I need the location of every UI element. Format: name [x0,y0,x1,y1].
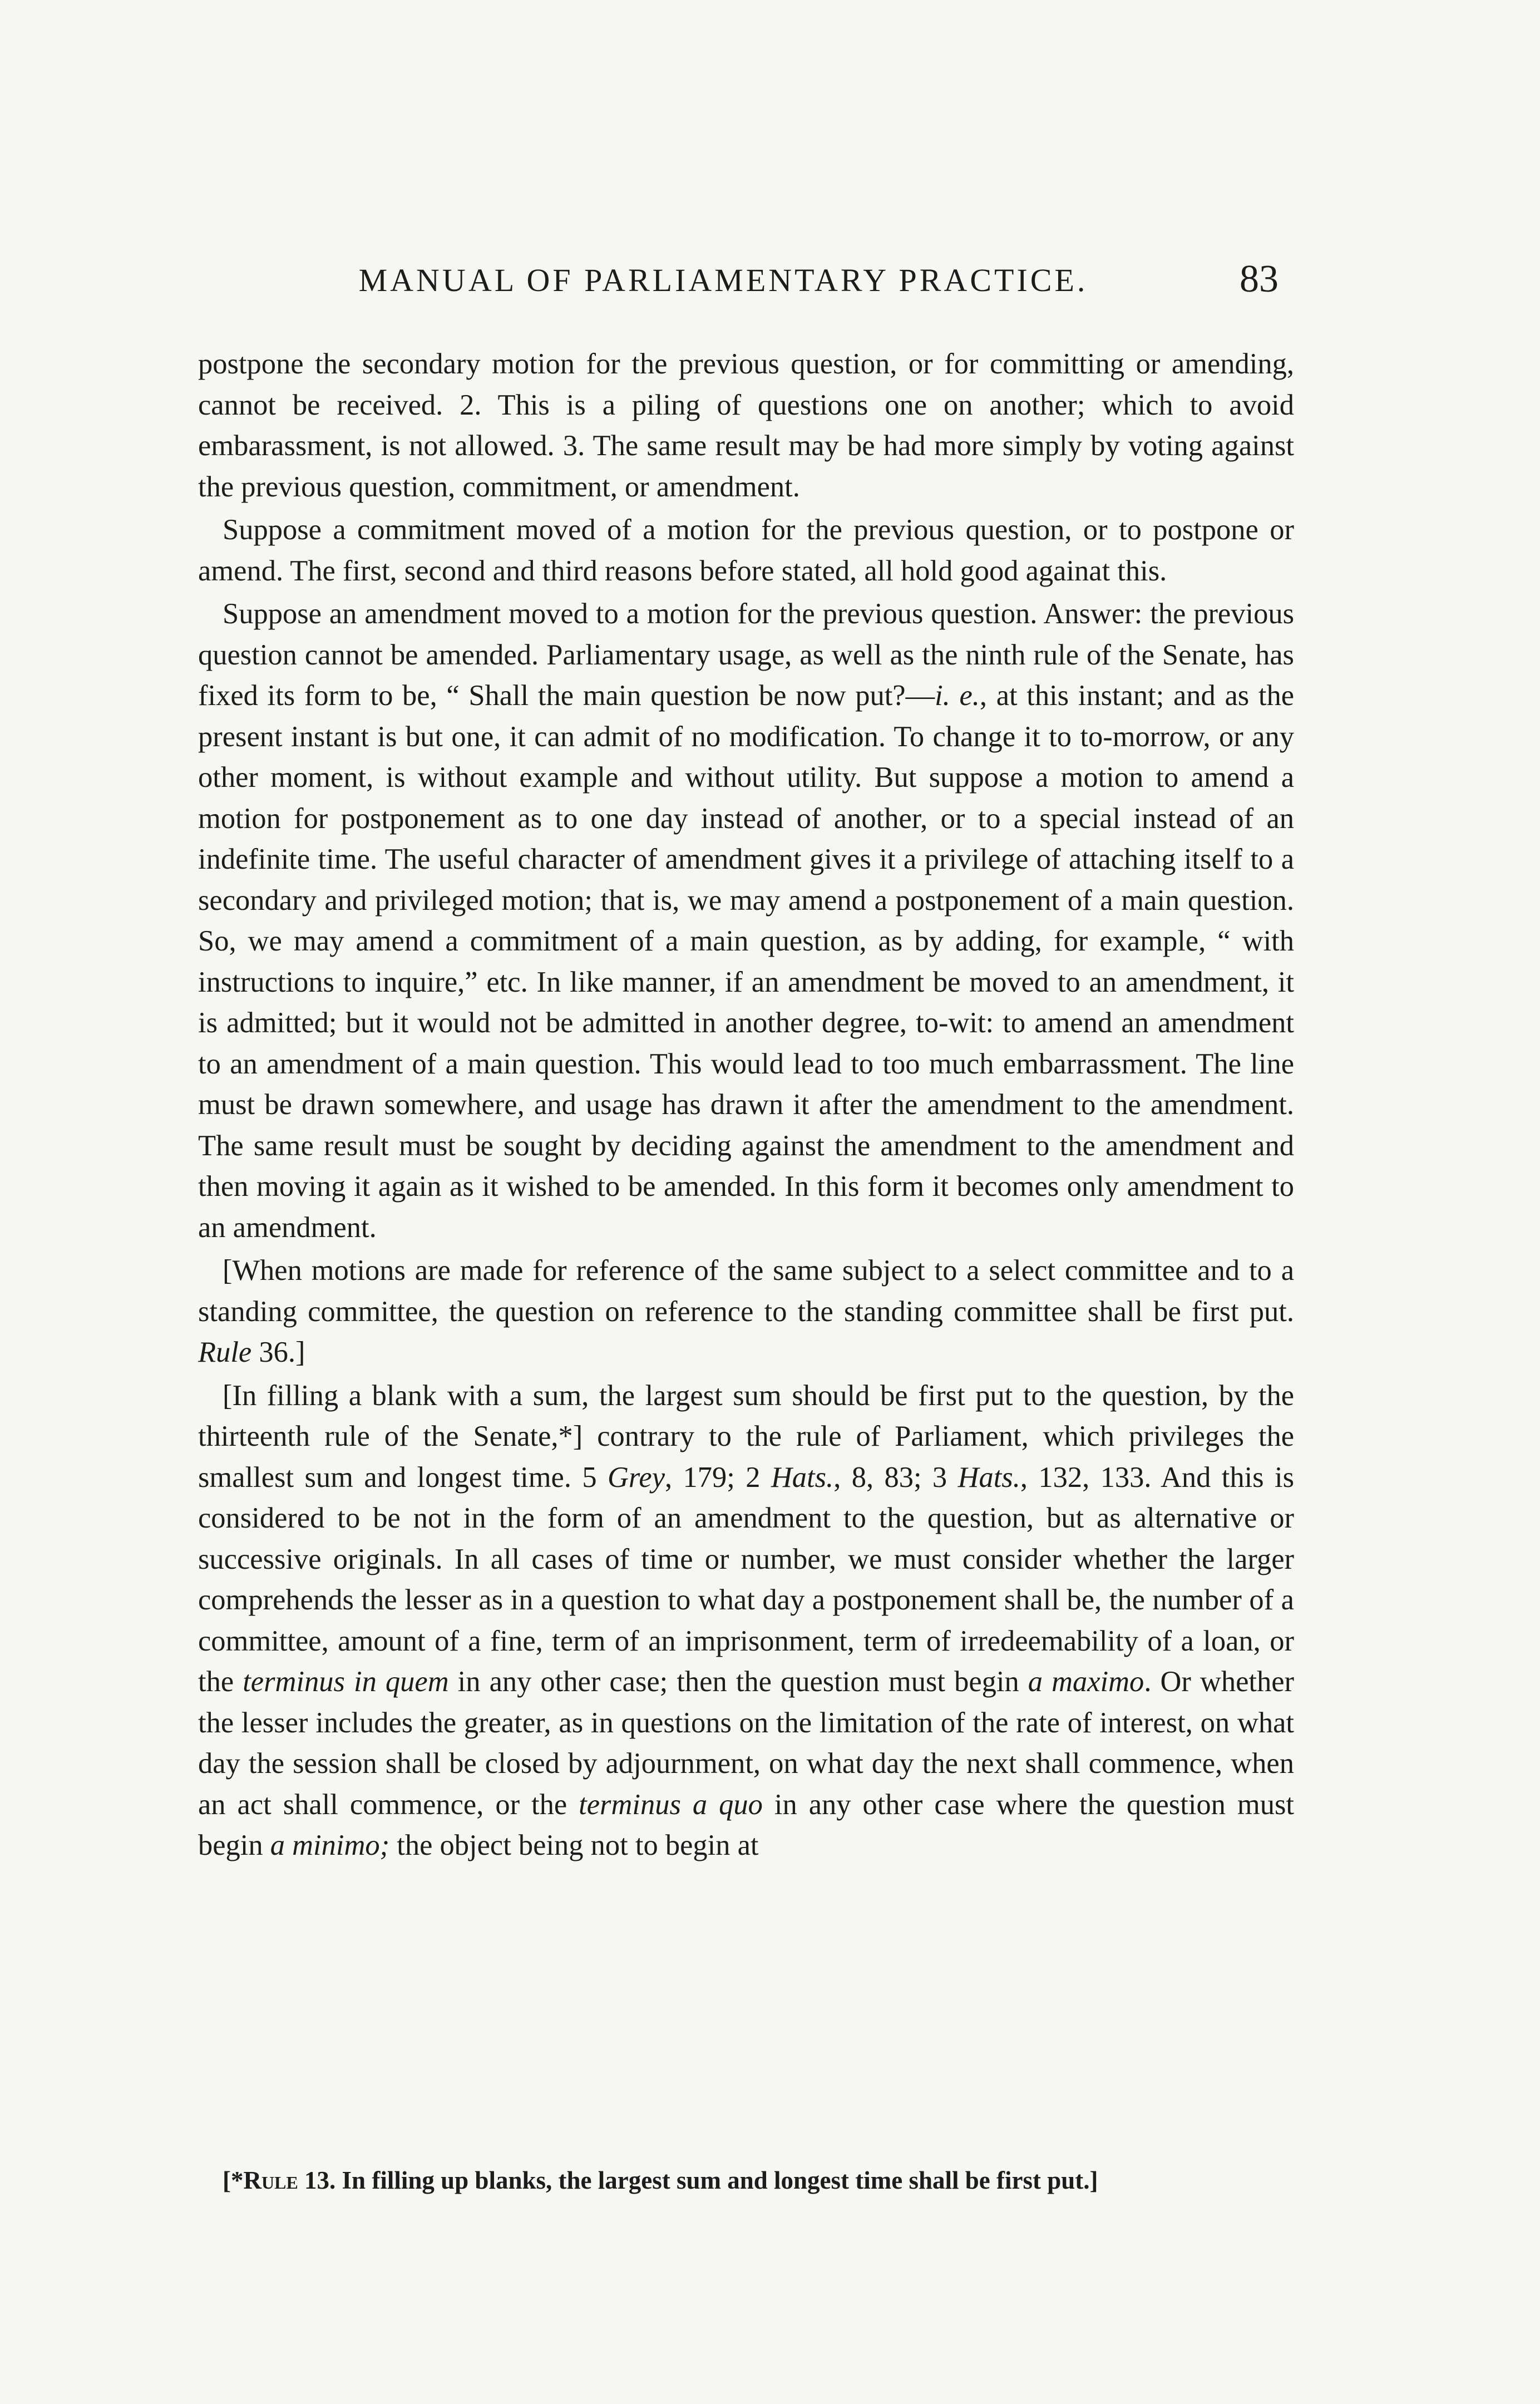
text-run: . Or whether the lesser includes the greater, as in questions on the limitation of the rate of interest, on what day the session shall be closed by adjournment, on what day the next shall commence, when an act shall commence, or the [198,1666,1295,1821]
italic-run: terminus in quem [243,1666,449,1698]
body-text [198,344,1294,1866]
text-run: postpone the secondary motion for the previous question, or for committing or amending, cannot be received. 2. This is a piling of questions one on another; which to avoid embarassment, is not allowed. 3. The same result may be had more simply by voting against the previous question, commitment, or amendment. [198,348,1294,503]
text-run: , 8, 83; 3 [833,1461,958,1494]
text-run: , 132, 133. And this is considered to be not in the form of an amendment to the question, but as alternative or successive originals. In all cases of time or number, we must consider whether the larger comprehends the lesser as in a question to what day a postponement shall be, the number of a committee, amount of a fine, term of an imprisonment, term of irredeemability of a loan, or the [198,1461,1295,1698]
footnote-text: 13. In filling up blanks, the largest sum and longest time shall be first put.] [298,2166,1098,2194]
paragraph [198,510,1294,592]
text-run: Suppose a commitment moved of a motion for the previous question, or to postpone or amend. The first, second and third reasons before stated, all hold good againat this. [198,514,1294,587]
footnote-paragraph [198,2164,1294,2197]
italic-run: Hats. [771,1461,834,1494]
page-number: 83 [1240,258,1279,300]
text-run: 36.] [251,1336,305,1368]
italic-run: terminus a quo [579,1788,763,1821]
text-run: [When motions are made for reference of the same subject to a select committee and to a standing committee, the question on reference to the standing committee shall be first put. [198,1254,1294,1328]
text-run: [In filling a blank with a sum, the largest sum should be first put to the question, by the thirteenth rule of the Senate,*] contrary to the rule of Parliament, which privileges the smallest sum and longest time. 5 [198,1379,1294,1494]
footnote-marker: [* [223,2166,244,2194]
paragraph [198,1250,1294,1373]
footnote [198,2164,1294,2197]
italic-run: a maximo [1028,1666,1144,1698]
italic-run: i. e. [935,679,980,712]
text-run: in any other case where the question must begin [198,1788,1294,1861]
text-run: Suppose an amendment moved to a motion for the previous question. Answer: the previous question cannot be amended. Parliamentary usage, as well as the ninth rule of the Senate, has fixed its form to be, “ Shall the main question be now put?— [198,598,1294,712]
italic-run: Grey [608,1461,665,1494]
paragraph [198,344,1294,508]
footnote-label: Rule [243,2166,298,2194]
italic-run: a minimo; [270,1829,390,1861]
paragraph [198,594,1294,1248]
italic-run: Hats. [957,1461,1020,1494]
italic-run: Rule [198,1336,252,1368]
text-run: the object being not to begin at [389,1829,759,1861]
running-title: MANUAL OF PARLIAMENTARY PRACTICE. [358,262,1088,298]
text-run: , 179; 2 [665,1461,771,1494]
paragraph [198,1376,1294,1866]
text-run: , at this instant; and as the present instant is but one, it can admit of no modification. To change it to to-morrow, or any other moment, is without example and without utility. But suppose a motion to amend a motion for postponement as to one day instead of another, or to a special instead of an indefinite time. The useful character of amendment gives it a privilege of attaching itself to a secondary and privileged motion; that is, we may amend a postponement of a main question. So, we may amend a commitment of a main question, as by adding, for example, “ with instructions to inquire,” etc. In like manner, if an amendment be moved to an amendment, it is admitted; but it would not be admitted in another degree, to-wit: to amend an amendment to an amendment of a main question. This would lead to too much embarrassment. The line must be drawn somewhere, and usage has drawn it after the amendment to the amendment. The same result must be sought by deciding against the amendment to the amendment and then moving it again as it wished to be amended. In this form it becomes only amendment to an amendment. [198,679,1295,1244]
text-run: in any other case; then the question must begin [448,1666,1028,1698]
